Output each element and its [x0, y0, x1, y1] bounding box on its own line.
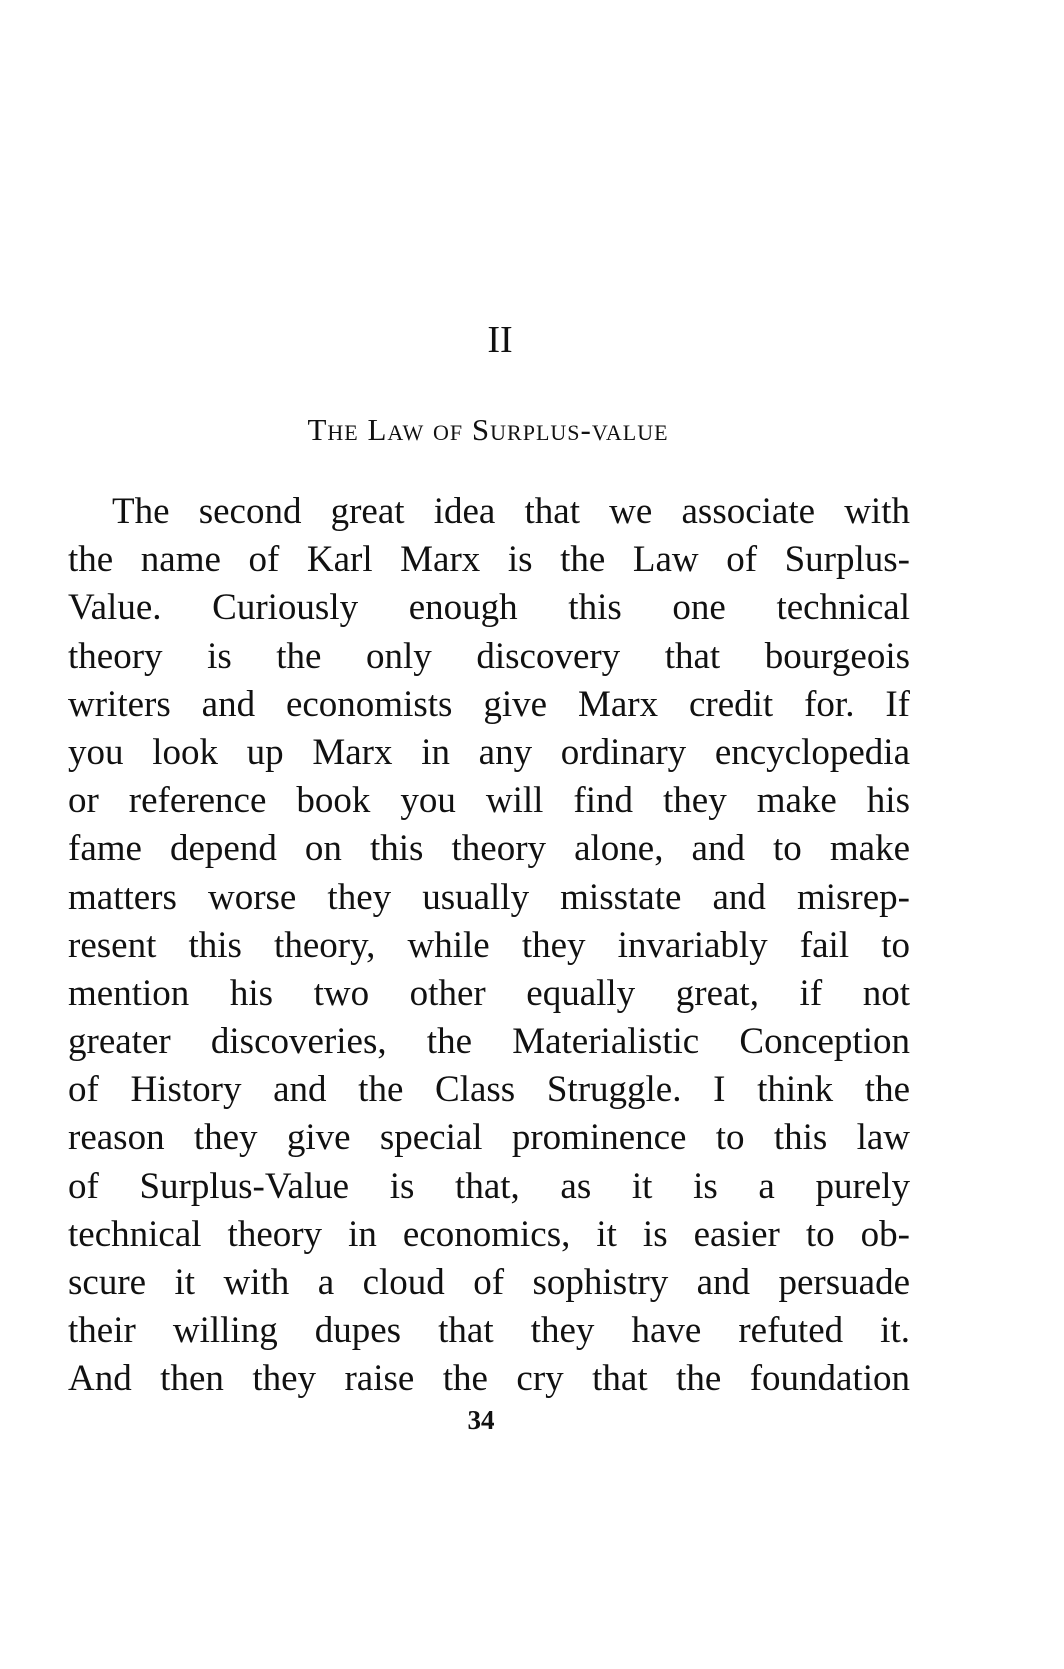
text-line: the name of Karl Marx is the Law of Surplus- — [68, 539, 910, 581]
text-line: their willing dupes that they have refuted it. — [68, 1310, 910, 1352]
text-line: Value. Curiously enough this one technical — [68, 587, 910, 629]
text-line: scure it with a cloud of sophistry and persuade — [68, 1262, 910, 1303]
text-line: theory is the only discovery that bourgeois — [68, 635, 910, 677]
text-line: The second great idea that we associate with — [112, 491, 910, 532]
body-text — [68, 488, 910, 1404]
text-line: writers and economists give Marx credit for. If — [68, 683, 910, 725]
text-line: mention his two other equally great, if not — [68, 972, 910, 1014]
text-line: And then they raise the cry that the foundation — [68, 1358, 910, 1400]
text-line: fame depend on this theory alone, and to make — [68, 828, 910, 870]
text-line: of History and the Class Struggle. I think the — [68, 1069, 910, 1111]
text-line: you look up Marx in any ordinary encyclopedia — [68, 731, 910, 773]
text-line: reason they give special prominence to this law — [68, 1117, 910, 1159]
chapter-title: The Law of Surplus-value — [307, 412, 669, 447]
chapter-number: II — [487, 319, 513, 361]
text-line: or reference book you will find they make his — [68, 780, 910, 822]
page-number: 34 — [467, 1405, 495, 1435]
text-line: technical theory in economics, it is easier to ob- — [68, 1213, 910, 1255]
text-line: resent this theory, while they invariably fail to — [68, 924, 910, 966]
text-line: greater discoveries, the Materialistic Conception — [68, 1021, 910, 1063]
text-line: matters worse they usually misstate and misrep- — [68, 876, 910, 918]
text-line: of Surplus-Value is that, as it is a purely — [68, 1165, 910, 1207]
